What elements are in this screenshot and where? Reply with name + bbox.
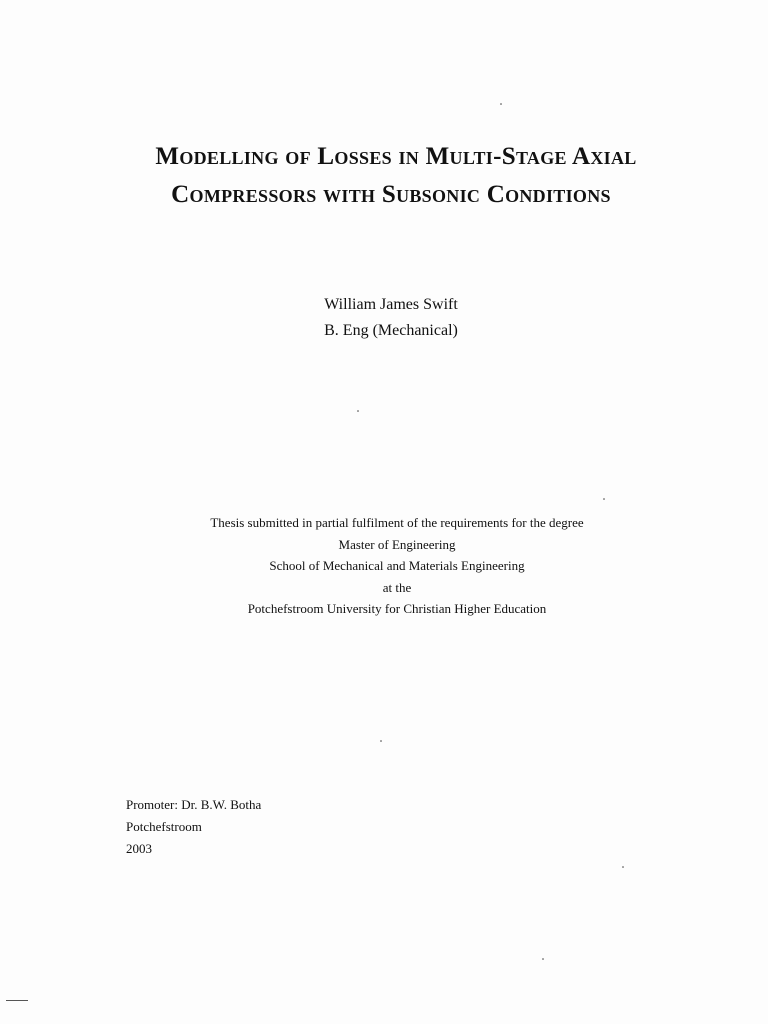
scan-speck: [603, 498, 605, 500]
scan-speck: [542, 958, 544, 960]
submission-statement: [0, 512, 768, 620]
submission-line-1: Thesis submitted in partial fulfilment of the requirements for the degree: [210, 515, 584, 530]
promoter-block: [126, 794, 261, 860]
promoter-name: Promoter: Dr. B.W. Botha: [126, 797, 262, 812]
author-degree: B. Eng (Mechanical): [324, 322, 458, 339]
submission-at: at the: [382, 579, 412, 595]
author-name: William James Swift: [324, 296, 458, 313]
title-line-2: Compressors with Subsonic Conditions: [171, 181, 611, 208]
scan-edge-mark: [6, 1000, 28, 1001]
title-line-1: Modelling of Losses in Multi-Stage Axial: [155, 143, 637, 170]
author-block: [0, 292, 768, 344]
scan-speck: [380, 740, 382, 742]
year: 2003: [126, 841, 152, 856]
place-name: Potchefstroom: [126, 819, 202, 834]
submission-university: Potchefstroom University for Christian Higher Education: [247, 601, 547, 616]
submission-degree: Master of Engineering: [338, 536, 456, 552]
thesis-title: [0, 138, 768, 214]
scan-speck: [357, 410, 359, 412]
scan-speck: [622, 866, 624, 868]
scan-speck: [500, 103, 502, 105]
submission-school: School of Mechanical and Materials Engineering: [269, 558, 525, 573]
